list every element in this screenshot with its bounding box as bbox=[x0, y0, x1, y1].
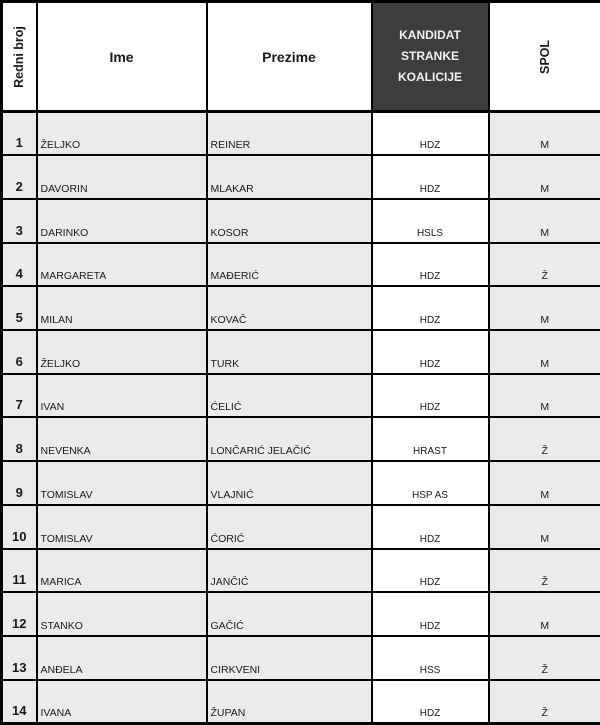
table-row bbox=[2, 636, 600, 680]
first-name-cell: MILAN bbox=[37, 286, 207, 330]
party-cell: HSS bbox=[372, 636, 489, 680]
row-number-cell: 13 bbox=[2, 636, 37, 680]
first-name-cell: MARGARETA bbox=[37, 243, 207, 287]
last-name-cell: ĆORIĆ bbox=[207, 505, 372, 549]
row-number-cell: 10 bbox=[2, 505, 37, 549]
table-row bbox=[2, 243, 600, 287]
last-name-cell: LONČARIĆ JELAČIĆ bbox=[207, 417, 372, 461]
last-name-cell: VLAJNIĆ bbox=[207, 461, 372, 505]
header-spol-label: SPOL bbox=[537, 39, 552, 74]
last-name-cell: MLAKAR bbox=[207, 155, 372, 199]
party-cell: HDZ bbox=[372, 286, 489, 330]
row-number-cell: 11 bbox=[2, 549, 37, 593]
table-row bbox=[2, 330, 600, 374]
last-name-cell: ŽUPAN bbox=[207, 680, 372, 724]
first-name-cell: STANKO bbox=[37, 592, 207, 636]
party-cell: HDZ bbox=[372, 330, 489, 374]
party-cell: HDZ bbox=[372, 243, 489, 287]
table-row bbox=[2, 417, 600, 461]
row-number-cell: 9 bbox=[2, 461, 37, 505]
party-cell: HDZ bbox=[372, 155, 489, 199]
header-cell-ime bbox=[37, 2, 207, 112]
row-number-cell: 5 bbox=[2, 286, 37, 330]
first-name-cell: MARICA bbox=[37, 549, 207, 593]
table-row bbox=[2, 461, 600, 505]
table-row bbox=[2, 155, 600, 199]
table-row bbox=[2, 199, 600, 243]
header-cell-redni-broj bbox=[2, 2, 37, 112]
party-cell: HSLS bbox=[372, 199, 489, 243]
header-redni-broj-label: Redni broj bbox=[12, 25, 27, 88]
gender-cell: Ž bbox=[489, 549, 600, 593]
gender-cell: M bbox=[489, 461, 600, 505]
first-name-cell: TOMISLAV bbox=[37, 505, 207, 549]
first-name-cell: IVANA bbox=[37, 680, 207, 724]
first-name-cell: ANĐELA bbox=[37, 636, 207, 680]
table-row bbox=[2, 680, 600, 724]
gender-cell: M bbox=[489, 330, 600, 374]
first-name-cell: TOMISLAV bbox=[37, 461, 207, 505]
party-cell: HDZ bbox=[372, 680, 489, 724]
gender-cell: M bbox=[489, 374, 600, 418]
first-name-cell: IVAN bbox=[37, 374, 207, 418]
row-number-cell: 7 bbox=[2, 374, 37, 418]
last-name-cell: JANČIĆ bbox=[207, 549, 372, 593]
row-number-cell: 4 bbox=[2, 243, 37, 287]
table-row bbox=[2, 592, 600, 636]
last-name-cell: CIRKVENI bbox=[207, 636, 372, 680]
first-name-cell: DARINKO bbox=[37, 199, 207, 243]
party-cell: HDZ bbox=[372, 505, 489, 549]
gender-cell: M bbox=[489, 592, 600, 636]
table-row bbox=[2, 505, 600, 549]
gender-cell: Ž bbox=[489, 417, 600, 461]
row-number-cell: 14 bbox=[2, 680, 37, 724]
party-cell: HDZ bbox=[372, 592, 489, 636]
row-number-cell: 1 bbox=[2, 112, 37, 156]
header-prezime-label: Prezime bbox=[262, 48, 316, 65]
table-row bbox=[2, 549, 600, 593]
row-number-cell: 12 bbox=[2, 592, 37, 636]
row-number-cell: 6 bbox=[2, 330, 37, 374]
first-name-cell: DAVORIN bbox=[37, 155, 207, 199]
header-cell-prezime bbox=[207, 2, 372, 112]
last-name-cell: TURK bbox=[207, 330, 372, 374]
last-name-cell: GAČIĆ bbox=[207, 592, 372, 636]
table-row bbox=[2, 374, 600, 418]
row-number-cell: 3 bbox=[2, 199, 37, 243]
row-number-cell: 2 bbox=[2, 155, 37, 199]
gender-cell: M bbox=[489, 199, 600, 243]
last-name-cell: KOSOR bbox=[207, 199, 372, 243]
header-cell-spol bbox=[489, 2, 600, 112]
last-name-cell: MAĐERIĆ bbox=[207, 243, 372, 287]
header-cell-kandidat-stranke bbox=[372, 2, 489, 112]
header-kandidat-stranke-label: KANDIDAT STRANKE KOALICIJE bbox=[397, 28, 462, 84]
gender-cell: M bbox=[489, 155, 600, 199]
gender-cell: Ž bbox=[489, 680, 600, 724]
header-ime-label: Ime bbox=[109, 48, 134, 65]
last-name-cell: KOVAČ bbox=[207, 286, 372, 330]
party-cell: HSP AS bbox=[372, 461, 489, 505]
first-name-cell: NEVENKA bbox=[37, 417, 207, 461]
gender-cell: Ž bbox=[489, 636, 600, 680]
gender-cell: M bbox=[489, 505, 600, 549]
gender-cell: Ž bbox=[489, 243, 600, 287]
gender-cell: M bbox=[489, 286, 600, 330]
table-row bbox=[2, 112, 600, 156]
party-cell: HDZ bbox=[372, 112, 489, 156]
party-cell: HDZ bbox=[372, 549, 489, 593]
last-name-cell: ĆELIĆ bbox=[207, 374, 372, 418]
gender-cell: M bbox=[489, 112, 600, 156]
header-row bbox=[2, 2, 600, 112]
party-cell: HRAST bbox=[372, 417, 489, 461]
first-name-cell: ŽELJKO bbox=[37, 330, 207, 374]
last-name-cell: REINER bbox=[207, 112, 372, 156]
table-body bbox=[2, 112, 600, 724]
party-cell: HDZ bbox=[372, 374, 489, 418]
first-name-cell: ŽELJKO bbox=[37, 112, 207, 156]
row-number-cell: 8 bbox=[2, 417, 37, 461]
table-row bbox=[2, 286, 600, 330]
